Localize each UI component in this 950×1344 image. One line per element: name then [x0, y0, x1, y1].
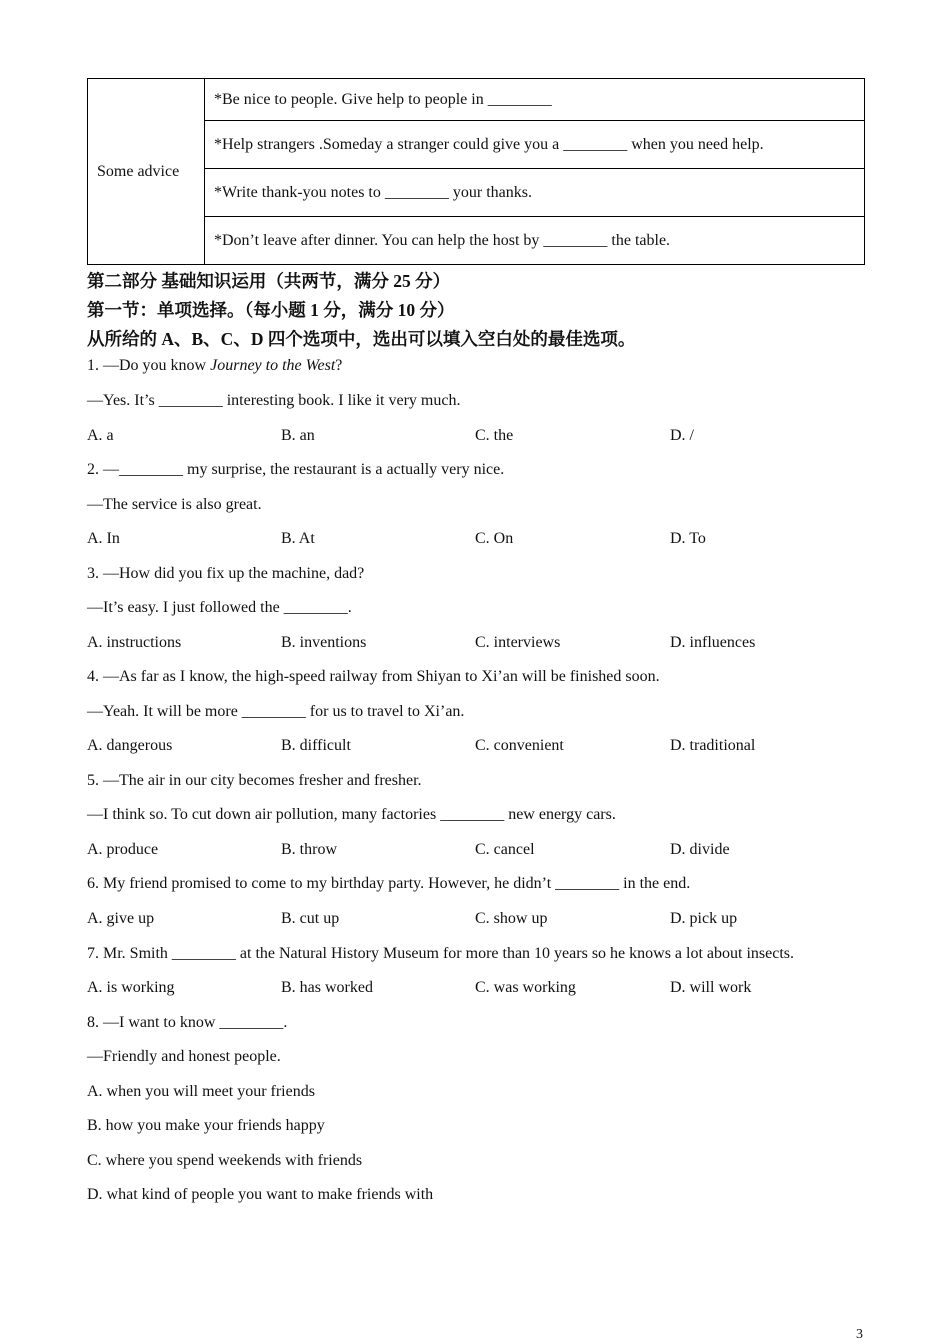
question-3-stem: 3. —How did you fix up the machine, dad?: [87, 565, 365, 582]
q2-option-a: A. In: [87, 530, 120, 547]
q8-option-b: B. how you make your friends happy: [87, 1117, 325, 1134]
advice-row-1: *Be nice to people. Give help to people in ________: [205, 79, 865, 121]
q4-option-c: C. convenient: [475, 737, 564, 754]
question-8-line2: —Friendly and honest people.: [87, 1048, 281, 1065]
q6-option-c: C. show up: [475, 910, 548, 927]
advice-row-4: *Don’t leave after dinner. You can help the host by ________ the table.: [205, 217, 865, 265]
q3-option-b: B. inventions: [281, 634, 367, 651]
q7-option-a: A. is working: [87, 979, 175, 996]
q7-option-d: D. will work: [670, 979, 752, 996]
q7-option-c: C. was working: [475, 979, 576, 996]
q5-option-a: A. produce: [87, 841, 159, 858]
q5-option-d: D. divide: [670, 841, 730, 858]
q6-option-b: B. cut up: [281, 910, 340, 927]
q2-option-b: B. At: [281, 530, 315, 547]
question-4-line2: —Yeah. It will be more ________ for us to travel to Xi’an.: [87, 703, 465, 720]
q8-option-d: D. what kind of people you want to make friends with: [87, 1186, 434, 1203]
advice-row-3: *Write thank-you notes to ________ your thanks.: [205, 169, 865, 217]
q2-option-c: C. On: [475, 530, 514, 547]
advice-label: Some advice: [88, 79, 205, 265]
section-title: 第一节：单项选择。（每小题 1 分，满分 10 分）: [87, 300, 455, 320]
q8-option-c: C. where you spend weekends with friends: [87, 1152, 363, 1169]
q6-option-a: A. give up: [87, 910, 155, 927]
advice-row-2: *Help strangers .Someday a stranger could give you a ________ when you need help.: [205, 121, 865, 169]
q7-option-b: B. has worked: [281, 979, 373, 996]
q3-option-a: A. instructions: [87, 634, 182, 651]
q5-option-c: C. cancel: [475, 841, 535, 858]
q3-option-d: D. influences: [670, 634, 756, 651]
q1-option-a: A. a: [87, 427, 114, 444]
question-1-stem: 1. —Do you know Journey to the West?: [87, 357, 343, 374]
part2-title: 第二部分 基础知识运用（共两节，满分 25 分）: [87, 271, 451, 291]
q1-option-d: D. /: [670, 427, 694, 444]
q3-option-c: C. interviews: [475, 634, 561, 651]
q5-option-b: B. throw: [281, 841, 337, 858]
q1-option-b: B. an: [281, 427, 315, 444]
book-title: Journey to the West: [210, 357, 336, 374]
instruction: 从所给的 A、B、C、D 四个选项中，选出可以填入空白处的最佳选项。: [87, 329, 636, 349]
q4-option-a: A. dangerous: [87, 737, 173, 754]
question-5-stem: 5. —The air in our city becomes fresher and fresher.: [87, 772, 422, 789]
q1-option-c: C. the: [475, 427, 514, 444]
question-2-stem: 2. —________ my surprise, the restaurant is a actually very nice.: [87, 461, 505, 478]
question-6-stem: 6. My friend promised to come to my birthday party. However, he didn’t ________ in the end.: [87, 875, 691, 892]
question-8-stem: 8. —I want to know ________.: [87, 1014, 288, 1031]
q8-option-a: A. when you will meet your friends: [87, 1083, 315, 1100]
q4-option-b: B. difficult: [281, 737, 351, 754]
question-7-stem: 7. Mr. Smith ________ at the Natural History Museum for more than 10 years so he knows a lot about insects.: [87, 945, 795, 962]
question-5-line2: —I think so. To cut down air pollution, many factories ________ new energy cars.: [87, 806, 616, 823]
q2-option-d: D. To: [670, 530, 706, 547]
page-number: 3: [856, 1327, 863, 1342]
question-4-stem: 4. —As far as I know, the high-speed railway from Shiyan to Xi’an will be finished soon.: [87, 668, 660, 685]
question-1-line2: —Yes. It’s ________ interesting book. I like it very much.: [87, 392, 461, 409]
q6-option-d: D. pick up: [670, 910, 738, 927]
question-2-line2: —The service is also great.: [87, 496, 262, 513]
q4-option-d: D. traditional: [670, 737, 756, 754]
question-3-line2: —It’s easy. I just followed the ________.: [87, 599, 352, 616]
advice-table: [87, 78, 865, 265]
